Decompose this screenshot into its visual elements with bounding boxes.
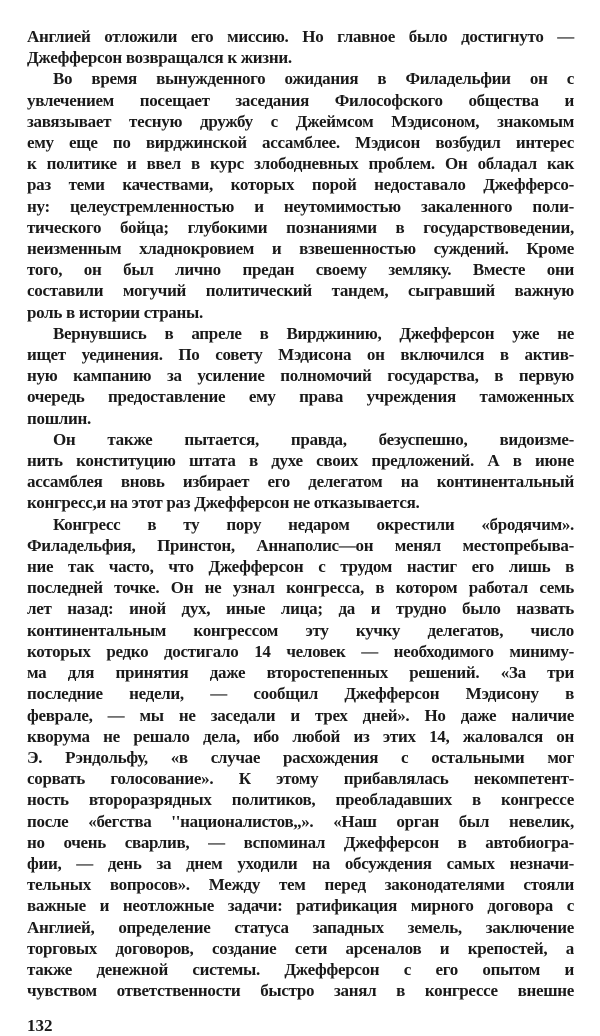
text-line: чувством ответственности быстро занял в конгрессе внешне	[27, 981, 574, 1001]
text-line: тического бойца; глубокими познаниями в государствоведении,	[27, 217, 574, 237]
paragraph	[27, 323, 574, 429]
text-line: раз теми качествами, которых порой недоставало Джефферсо-	[27, 175, 574, 195]
paragraph	[27, 68, 574, 322]
text-line: ние так часто, что Джефферсон с трудом настиг его лишь в	[27, 557, 574, 577]
text-line: феврале, — мы не заседали и трех дней». Но даже наличие	[27, 705, 574, 725]
book-page	[27, 26, 574, 1036]
text-line: пошлин.	[27, 408, 91, 428]
text-line: неизменным хладнокровием и взвешенностью суждений. Кроме	[27, 239, 574, 259]
text-line: Конгресс в ту пору недаром окрестили «бродячим».	[53, 514, 574, 534]
text-line: которых редко достигало 14 человек — необходимого миниму-	[27, 641, 574, 661]
text-line: ну: целеустремленностью и неутомимостью закаленного поли-	[27, 196, 574, 216]
text-line: ма для принятия даже второстепенных решений. «За три	[27, 663, 574, 683]
text-line: ассамблея вновь избирает его делегатом на континентальный	[27, 472, 574, 492]
text-line: очередь предоставление ему права учреждения таможенных	[27, 387, 574, 407]
text-line: Джефферсон возвращался к жизни.	[27, 48, 292, 68]
text-line: конгресс,и на этот раз Джефферсон не отказывается.	[27, 493, 420, 513]
text-line: важные и неотложные задачи: ратификация мирного договора с	[27, 896, 574, 916]
text-line: роль в истории страны.	[27, 302, 203, 322]
text-line: континентальным конгрессом эту кучку делегатов, число	[27, 620, 574, 640]
paragraph	[27, 26, 574, 68]
text-line: последней точке. Он не узнал конгресса, в котором работал семь	[27, 578, 574, 598]
text-line: тельных вопросов». Между тем перед законодателями стояли	[27, 875, 574, 895]
text-line: лет назад: иной дух, иные лица; да и трудно было назвать	[27, 599, 574, 619]
text-line: ему еще по вирджинской ассамблее. Мэдисон возбудил интерес	[27, 133, 574, 153]
text-line: к политике и ввел в курс злободневных проблем. Он обладал как	[27, 154, 574, 174]
text-line: завязывает тесную дружбу с Джеймсом Мэдисоном, знакомым	[27, 111, 574, 131]
paragraph	[27, 514, 574, 1002]
text-line: но очень сварлив, — вспоминал Джефферсон в автобиогра-	[27, 832, 574, 852]
text-line: ную кампанию за усиление полномочий государства, в первую	[27, 366, 574, 386]
text-line: составили могучий политический тандем, сыгравший важную	[27, 281, 574, 301]
text-line: Он также пытается, правда, безуспешно, видоизме-	[53, 429, 574, 449]
text-line: после «бегства ''националистов,,». «Наш орган был невелик,	[27, 811, 574, 831]
text-line: ность второразрядных политиков, преобладавших в конгрессе	[27, 790, 574, 810]
text-line: Э. Рэндольфу, «в случае расхождения с остальными мог	[27, 747, 574, 767]
text-line: фии, — день за днем уходили на обсуждения самых незначи-	[27, 853, 574, 873]
text-line: нить конституцию штата в духе своих предложений. А в июне	[27, 451, 574, 471]
text-line: Во время вынужденного ожидания в Филадельфии он с	[53, 69, 574, 89]
text-line: ищет уединения. По совету Мэдисона он включился в актив-	[27, 345, 574, 365]
text-line: Филадельфия, Принстон, Аннаполис—он менял местопребыва-	[27, 535, 574, 555]
text-line: Англией отложили его миссию. Но главное было достигнуто —	[27, 27, 574, 46]
text-line: кворума не решало дела, ибо любой из этих 14, жаловался он	[27, 726, 574, 746]
text-line: увлечением посещает заседания Философского общества и	[27, 90, 574, 110]
text-line: торговых договоров, создание сети арсеналов и крепостей, а	[27, 938, 574, 958]
text-line: сорвать голосование». К этому прибавлялась некомпетент-	[27, 769, 574, 789]
page-body-text	[27, 26, 574, 1001]
text-line: Англией, определение статуса западных земель, заключение	[27, 917, 574, 937]
text-line: того, он был лично предан своему земляку. Вместе они	[27, 260, 574, 280]
text-line: последние недели, — сообщил Джефферсон Мэдисону в	[27, 684, 574, 704]
text-line: Вернувшись в апреле в Вирджинию, Джефферсон уже не	[53, 323, 574, 343]
page-number: 132	[27, 1016, 53, 1036]
paragraph	[27, 429, 574, 514]
text-line: также денежной системы. Джефферсон с его опытом и	[27, 959, 574, 979]
